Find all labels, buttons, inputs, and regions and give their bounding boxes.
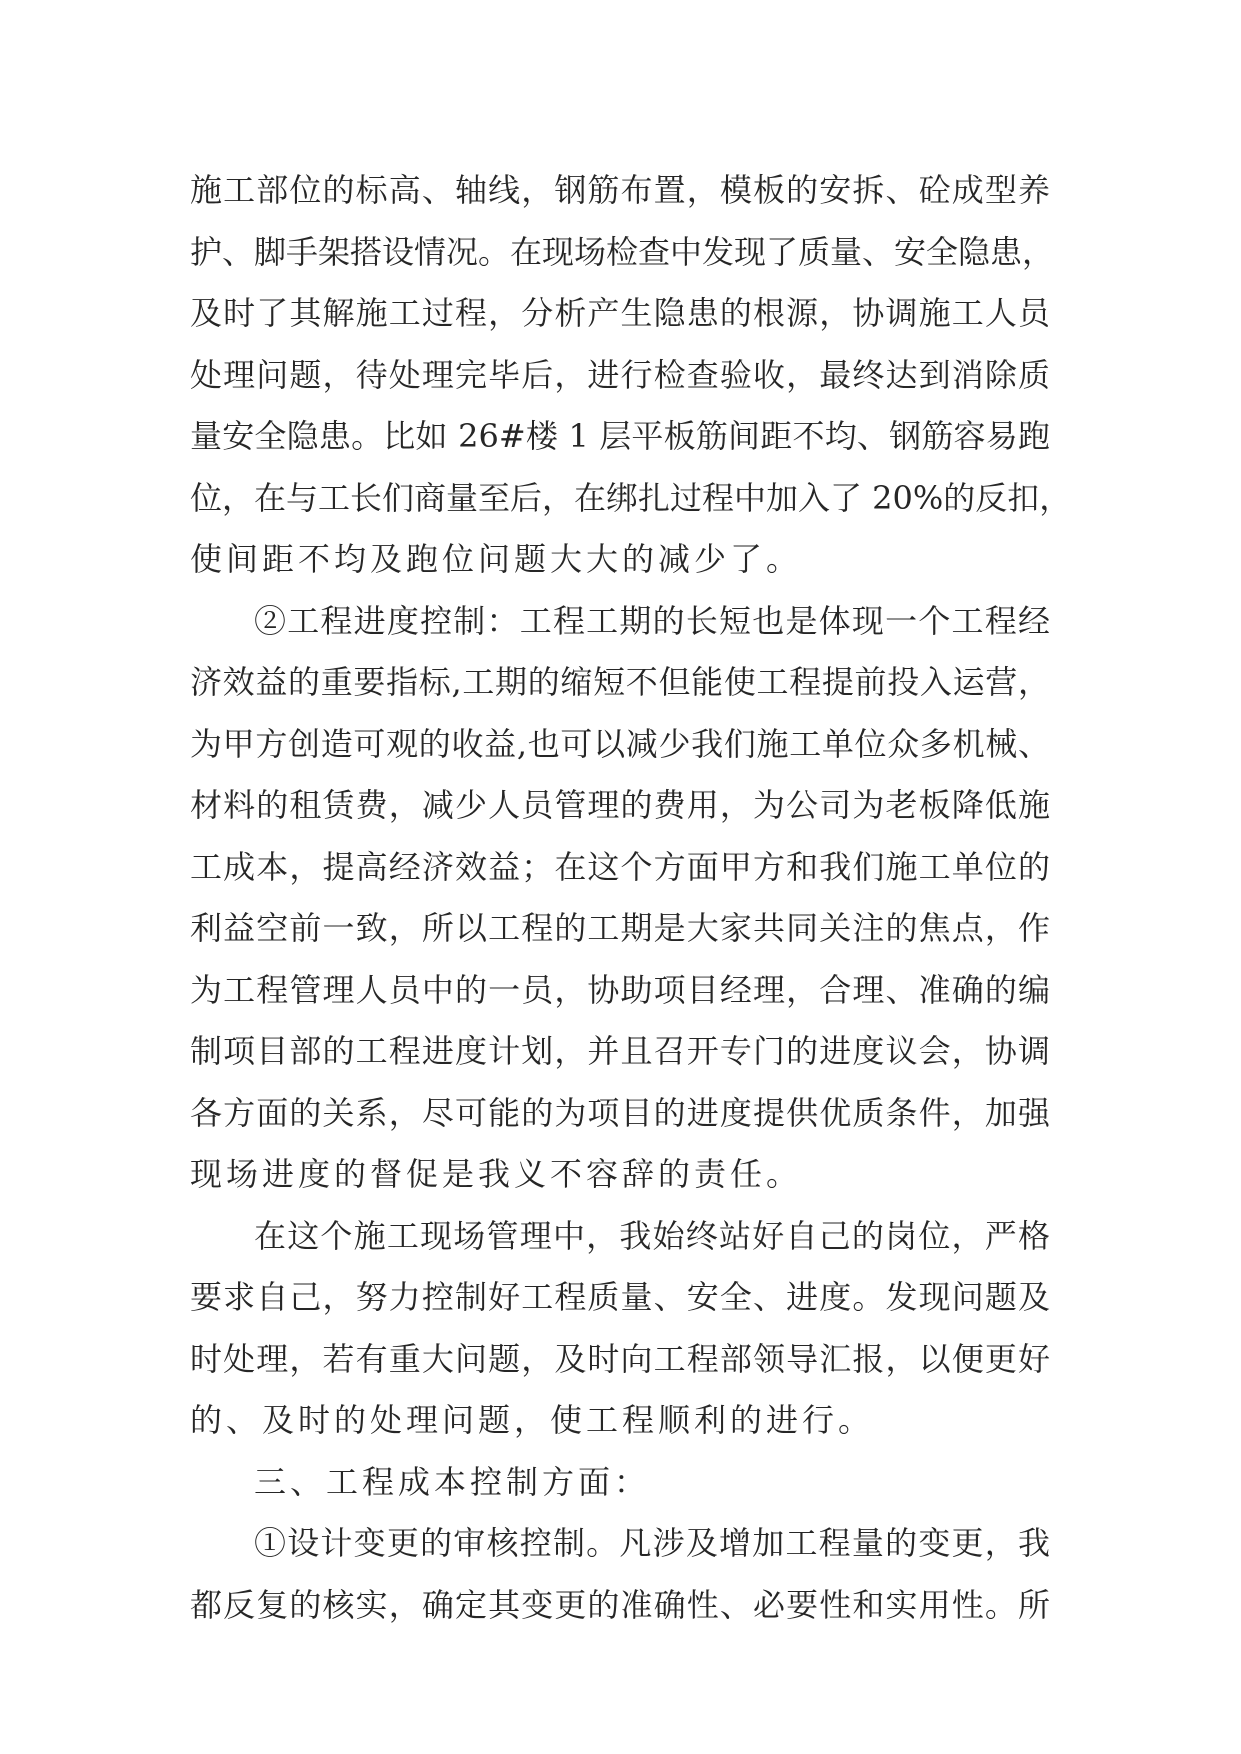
section-heading-cost-control bbox=[190, 1452, 1050, 1514]
text-line: 现场进度的督促是我义不容辞的责任。 bbox=[190, 1155, 803, 1193]
text-line: 济效益的重要指标,工期的缩短不但能使工程提前投入运营， bbox=[190, 663, 1050, 701]
document-body bbox=[190, 160, 1072, 1636]
paragraph-schedule-control bbox=[190, 591, 1050, 1206]
text-line: 都反复的核实，确定其变更的准确性、必要性和实用性。所 bbox=[190, 1585, 1050, 1624]
text-line: ①设计变更的审核控制。凡涉及增加工程量的变更，我 bbox=[254, 1524, 1050, 1562]
text-line: 使间距不均及跑位问题大大的减少了。 bbox=[190, 540, 803, 578]
text-line: 要求自己，努力控制好工程质量、安全、进度。发现问题及 bbox=[190, 1278, 1050, 1316]
text-line: 量安全隐患。比如 26#楼 1 层平板筋间距不均、钢筋容易跑 bbox=[190, 417, 1050, 455]
text-line: 时处理，若有重大问题，及时向工程部领导汇报，以便更好 bbox=[190, 1339, 1050, 1378]
paragraph-design-change-review bbox=[190, 1513, 1050, 1636]
text-line: 处理问题，待处理完毕后，进行检查验收，最终达到消除质 bbox=[190, 355, 1050, 394]
text-line: 利益空前一致，所以工程的工期是大家共同关注的焦点，作 bbox=[190, 909, 1050, 947]
text-line: 制项目部的工程进度计划，并且召开专门的进度议会，协调 bbox=[190, 1032, 1050, 1070]
text-line: 的、及时的处理问题，使工程顺利的进行。 bbox=[190, 1401, 875, 1439]
text-line: 为甲方创造可观的收益,也可以减少我们施工单位众多机械、 bbox=[190, 724, 1050, 763]
text-line: 及时了其解施工过程，分析产生隐患的根源，协调施工人员 bbox=[190, 294, 1050, 332]
text-line: 在这个施工现场管理中，我始终站好自己的岗位，严格 bbox=[254, 1216, 1050, 1255]
text-line: ②工程进度控制：工程工期的长短也是体现一个工程经 bbox=[254, 601, 1050, 640]
paragraph-quality-inspection bbox=[190, 160, 1072, 591]
text-line: 工成本，提高经济效益；在这个方面甲方和我们施工单位的 bbox=[190, 847, 1050, 886]
text-line: 各方面的关系，尽可能的为项目的进度提供优质条件，加强 bbox=[190, 1093, 1050, 1132]
text-line: 施工部位的标高、轴线，钢筋布置，模板的安拆、砼成型养 bbox=[190, 171, 1050, 209]
section-heading: 三、工程成本控制方面： bbox=[254, 1462, 651, 1501]
text-line: 护、脚手架搭设情况。在现场检查中发现了质量、安全隐患， bbox=[190, 232, 1055, 271]
text-line: 为工程管理人员中的一员，协助项目经理，合理、准确的编 bbox=[190, 970, 1050, 1009]
text-line: 材料的租赁费，减少人员管理的费用，为公司为老板降低施 bbox=[190, 786, 1050, 824]
paragraph-site-management bbox=[190, 1206, 1050, 1452]
text-line: 位，在与工长们商量至后，在绑扎过程中加入了 20%的反扣， bbox=[190, 478, 1072, 517]
